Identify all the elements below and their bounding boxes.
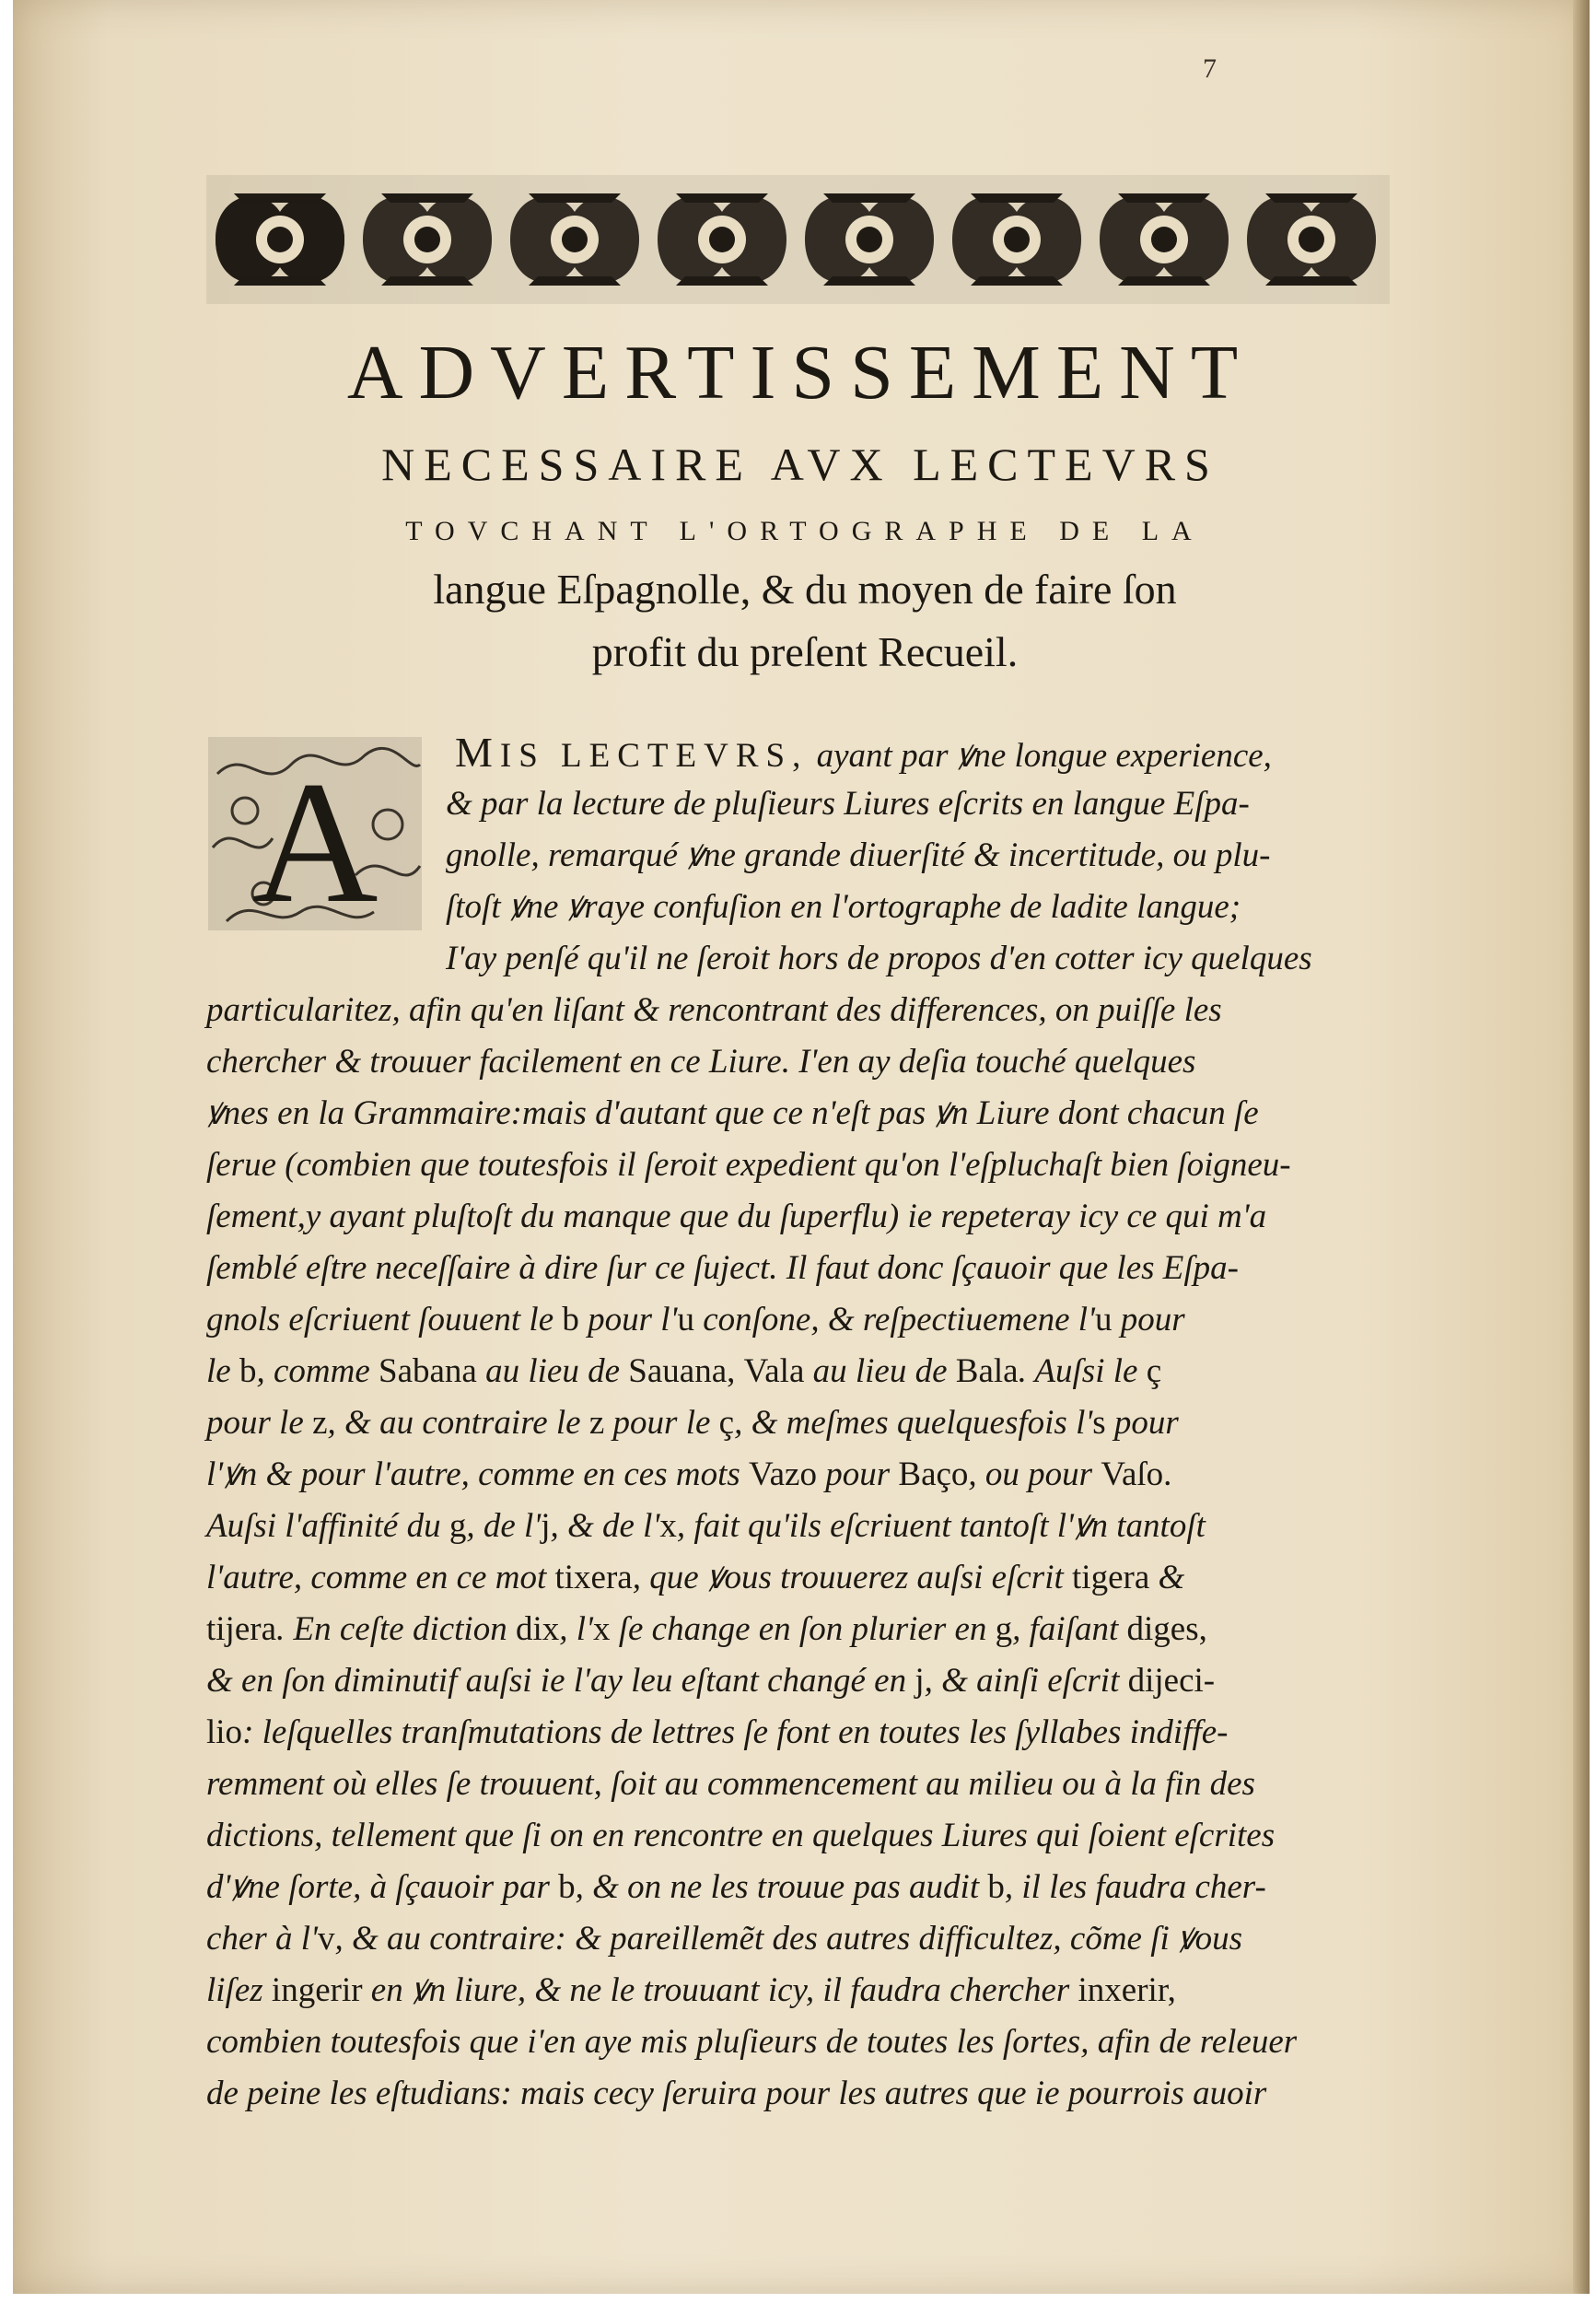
page-edge <box>1573 0 1590 2294</box>
headpiece-ornament <box>206 175 1390 304</box>
text-line: ſerue (combien que toutesfois il ſeroit expedient qu'on l'eſpluchaſt bien ſoigneu- <box>206 1146 1291 1184</box>
text-line: & par la lecture de pluſieurs Liures eſcrits en langue Eſpa- <box>446 785 1250 823</box>
folio-number: 7 <box>1203 53 1217 84</box>
text-line: remment où elles ſe trouuent, ſoit au commencement au milieu ou à la fin des <box>206 1765 1255 1803</box>
text-line <box>206 1914 1242 1964</box>
heading-line5: profit du preſent Recueil. <box>591 628 1019 675</box>
text-span: v <box>317 1920 335 1958</box>
text-line: I'ay penſé qu'il ne ſeroit hors de propos d'en cotter icy quelques <box>446 940 1312 977</box>
text-line: ſemblé eſtre neceſſaire à dire ſur ce ſuject. Il faut donc ſçauoir que les Eſpa- <box>206 1249 1239 1287</box>
text-span: u <box>677 1301 694 1339</box>
text-span: . En ceſte diction <box>276 1610 507 1648</box>
text-line: chercher & trouuer facilement en ce Liure. I'en ay deſia touché quelques <box>206 1043 1196 1081</box>
text-span: , de l' <box>466 1507 542 1545</box>
text-span: Vaſo. <box>1101 1455 1172 1493</box>
text-span: j <box>541 1507 551 1545</box>
text-span: , & au contraire le <box>327 1404 581 1442</box>
text-span: cher à l' <box>206 1920 318 1958</box>
text-span: Bala <box>955 1352 1019 1390</box>
text-span: , que ꝟous trouuerez auſsi eſcrit <box>632 1559 1064 1596</box>
text-line: ſement,y ayant pluſtoſt du manque que du ſuperflu) ie repeteray icy ce qui m'a <box>206 1198 1267 1235</box>
text-span: IS LECTEVRS, <box>499 737 809 775</box>
heading-line4: langue Eſpagnolle, & du moyen de faire ſon <box>433 566 1177 613</box>
text-span: dijeci- <box>1127 1662 1216 1700</box>
text-span: pour l' <box>588 1301 678 1339</box>
text-span: lio <box>206 1713 243 1751</box>
text-span: s <box>1092 1404 1106 1442</box>
heading-line3: TOVCHANT L'ORTOGRAPHE DE LA <box>405 516 1205 546</box>
text-span: Vala <box>743 1352 805 1390</box>
text-span: , & meſmes quelquesfois l' <box>734 1404 1093 1442</box>
text-span: , l' <box>559 1610 593 1648</box>
text-span: ingerir <box>271 1971 363 2009</box>
text-span: tijera <box>206 1610 277 1648</box>
text-span: , & ainſi eſcrit <box>924 1662 1120 1700</box>
text-span: . Auſsi le <box>1018 1352 1138 1390</box>
text-span: g <box>449 1507 467 1545</box>
text-span: , & au contraire: & pareillemẽt des autres difficultez, cõme ſi ꝟous <box>334 1920 1243 1958</box>
text-span: en ꝟn liure, & ne le trouuant icy, il faudra chercher <box>370 1971 1070 2009</box>
text-span: , faiſant <box>1012 1610 1119 1648</box>
initial-letter: A <box>251 746 379 930</box>
text-span: , <box>727 1352 736 1390</box>
text-span: , il les faudra cher- <box>1004 1868 1266 1906</box>
text-span: conſone, & reſpectiuemene l' <box>703 1301 1095 1339</box>
heading-title: ADVERTISSEMENT <box>346 330 1254 415</box>
text-line <box>455 728 1272 781</box>
text-span: pour le <box>206 1404 304 1442</box>
text-span: l'ꝟn & pour l'autre, comme en ces mots <box>206 1455 740 1493</box>
text-span: Baço <box>898 1455 969 1493</box>
text-span: le <box>206 1352 231 1390</box>
text-line: pour le z, & au contraire le z pour le ç, & meſmes quelquesfois l's pour <box>206 1404 1179 1442</box>
text-span: pour le <box>612 1404 711 1442</box>
text-span: l'autre, comme en ce mot <box>206 1559 547 1596</box>
text-span: au lieu de <box>485 1352 621 1390</box>
text-line: & en ſon diminutif auſsi ie l'ay leu eſtant changé en j, & ainſi eſcrit dijeci- <box>206 1662 1216 1700</box>
text-span: M <box>455 729 500 776</box>
text-span: pour <box>1120 1301 1185 1339</box>
text-line <box>206 1966 1176 2016</box>
text-span: z <box>312 1404 328 1442</box>
text-line <box>206 1708 1228 1758</box>
text-span: x <box>659 1507 677 1545</box>
text-span: , fait qu'ils eſcriuent tantoſt l'ꝟn tantoſt <box>676 1507 1206 1545</box>
text-span: tigera <box>1072 1559 1150 1596</box>
text-line: dictions, tellement que ſi on en rencontre en quelques Liures qui ſoient eſcrites <box>206 1817 1276 1854</box>
text-line: l'ꝟn & pour l'autre, comme en ces mots Vazo pour Baço, ou pour Vaſo. <box>206 1455 1172 1493</box>
text-span: Vazo <box>749 1455 817 1493</box>
text-span: , & on ne les trouue pas audit <box>575 1868 980 1906</box>
text-line: gnolle, remarqué ꝟne grande diuerſité & incertitude, ou plu- <box>446 836 1271 874</box>
text-span: : leſquelles tranſmutations de lettres ſe font en toutes les ſyllabes indiffe- <box>242 1713 1229 1751</box>
text-span: liſez <box>206 1971 263 2009</box>
text-line: ꝟnes en la Grammaire:mais d'autant que ce n'eſt pas ꝟn Liure dont chacun ſe <box>206 1094 1259 1132</box>
text-span: ayant par ꝟne longue experience, <box>808 737 1272 775</box>
text-span: , & de l' <box>550 1507 660 1545</box>
text-line: combien toutesfois que i'en aye mis pluſieurs de toutes les ſortes, afin de releuer <box>206 2023 1298 2061</box>
text-line: le b, comme Sabana au lieu de Sauana, Vala au lieu de Bala. Auſsi le ç <box>206 1352 1162 1390</box>
heading-subtitle: NECESSAIRE AVX LECTEVRS <box>381 438 1219 490</box>
text-line: tijera. En ceſte diction dix, l'x ſe change en ſon plurier en g, faiſant diges, <box>206 1610 1207 1648</box>
text-span: , ou pour <box>968 1455 1093 1493</box>
text-span: ſe change en ſon plurier en <box>618 1610 987 1648</box>
text-line: gnols eſcriuent ſouuent le b pour l'u conſone, & reſpectiuemene l'u pour <box>206 1301 1185 1339</box>
text-span: tixera <box>554 1559 633 1596</box>
heading-lines <box>289 558 1321 684</box>
text-span: & en ſon diminutif auſsi ie l'ay leu eſtant changé en <box>206 1662 907 1700</box>
text-line: ſtoſt ꝟne ꝟraye confuſion en l'ortographe de ladite langue; <box>446 888 1241 926</box>
text-line <box>206 1502 1206 1551</box>
text-span: gnols eſcriuent ſouuent le <box>206 1301 554 1339</box>
text-line: de peine les eſtudians: mais cecy ſeruira pour les autres que ie pourrois auoir <box>206 2075 1267 2112</box>
text-line <box>206 1553 1184 1603</box>
text-span: ç <box>1146 1352 1162 1390</box>
text-span: Sabana <box>379 1352 477 1390</box>
text-span: Sauana <box>628 1352 728 1390</box>
text-span: b <box>562 1301 579 1339</box>
text-span: inxerir, <box>1078 1971 1176 2009</box>
text-line: d'ꝟne ſorte, à ſçauoir par b, & on ne les trouue pas audit b, il les faudra cher- <box>206 1868 1266 1906</box>
text-span: & <box>1149 1559 1185 1596</box>
text-span: d'ꝟne ſorte, à ſçauoir par <box>206 1868 550 1906</box>
book-page <box>13 0 1590 2294</box>
text-span: , comme <box>256 1352 370 1390</box>
text-span: diges, <box>1126 1610 1207 1648</box>
text-line: particularitez, afin qu'en liſant & rencontrant des differences, on puiſſe les <box>206 991 1222 1029</box>
text-span: dix <box>515 1610 560 1648</box>
decorated-initial <box>208 737 422 930</box>
text-span: Auſsi l'affinité du <box>206 1507 441 1545</box>
